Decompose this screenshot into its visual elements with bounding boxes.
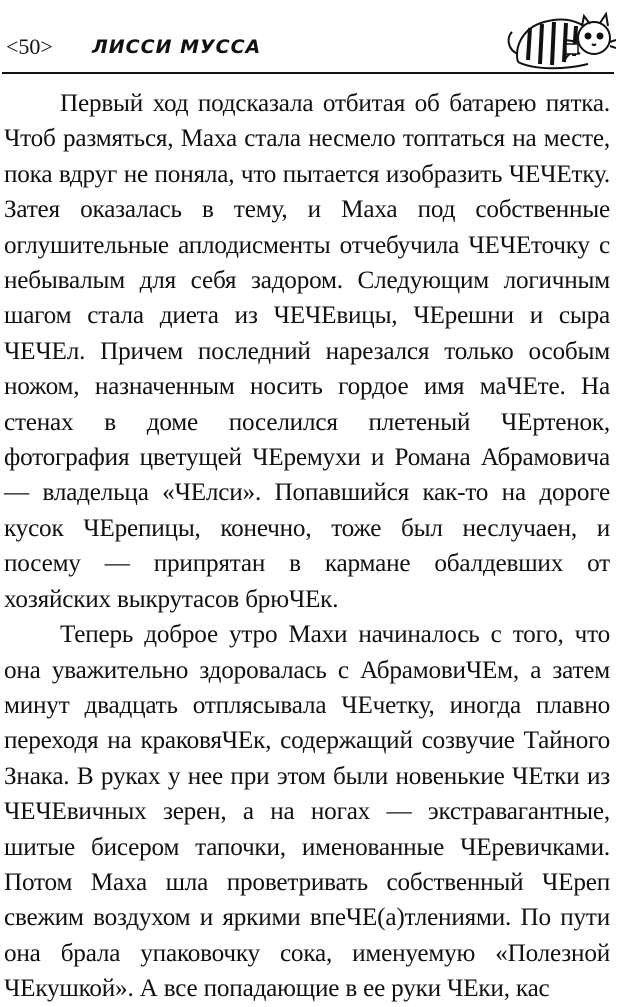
striped-cat-icon [504, 4, 616, 72]
body-text [4, 86, 610, 1007]
paragraph: Первый ход подсказала отбитая об батарею пятка. Чтоб размяться, Маха стала несмело топтаться на месте, пока вдруг не поняла, что пытается изобразить ЧЕЧЕтку. Затея оказалась в тему, и Маха под собственные оглушительные аплодисменты отчебучила ЧЕЧЕточку с небывалым для себя задором. Следующим логичным шагом стала диета из ЧЕЧЕвицы, ЧЕрешни и сыра ЧЕЧЕл. Причем последний нарезался только особым ножом, назначенным носить гордое имя маЧЕте. На стенах в доме поселился плетеный ЧЕртенок, фотография цветущей ЧЕремухи и Романа Абрамовича — владельца «ЧЕлси». Попавшийся как-то на дороге кусок ЧЕрепицы, конечно, тоже был неслучаен, и посему — припрятан в кармане обалдевших от хозяйских выкрутасов брюЧЕк. [4, 90, 610, 613]
page-number: <50> [6, 34, 53, 59]
page-header [0, 0, 620, 80]
header-rule [2, 72, 614, 74]
paragraph: Теперь доброе утро Махи начиналось с того, что она уважительно здоровалась с АбрамовиЧЕм, а затем минут двадцать отплясывала ЧЕчетку, иногда плавно переходя на краковяЧЕк, содержащий созвучие Тайного Знака. В руках у нее при этом были новенькие ЧЕтки из ЧЕЧЕвичных зерен, а на ногах — экстравагантные, шитые бисером тапочки, именованные ЧЕревичками. Потом Маха шла проветривать собственный ЧЕреп свежим воздухом и яркими впеЧЕ(а)тлениями. По пути она брала упаковочку сока, именуемую «Полезной ЧЕкушкой». А все попадающие в ее руки ЧЕки, кас [4, 621, 610, 1003]
running-title: ЛИССИ МУССА [92, 36, 262, 58]
